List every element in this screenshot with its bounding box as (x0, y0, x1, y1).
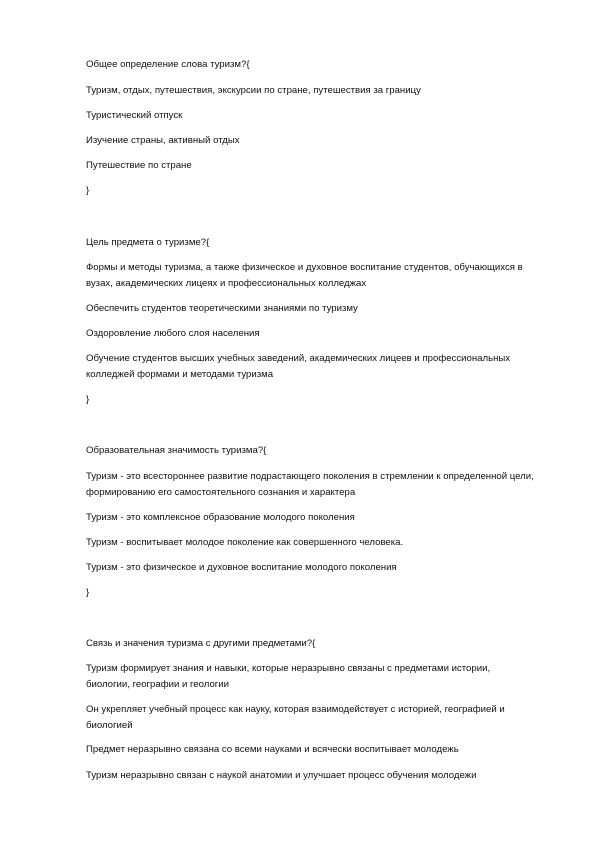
question-2-answer-4: Обучение студентов высших учебных заведений, академических лицеев и профессиональных колледжей формами и методами туризма (86, 353, 511, 380)
question-1-answer-2: Туристический отпуск (86, 110, 183, 121)
question-1-answer-1: Туризм, отдых, путешествия, экскурсии по стране, путешествия за границу (86, 85, 421, 96)
question-3-close: } (86, 587, 90, 598)
question-4-answer-1: Туризм формирует знания и навыки, которые неразрывно связаны с предметами истории, биологии, географии и геологии (86, 663, 491, 690)
question-4-title: Связь и значения туризма с другими предметами?{ (86, 638, 316, 649)
question-2-title: Цель предмета о туризме?{ (86, 237, 210, 248)
question-1-answer-3: Изучение страны, активный отдых (86, 135, 240, 146)
question-3-answer-2: Туризм - это комплексное образование молодого поколения (86, 512, 355, 523)
question-3-answer-4: Туризм - это физическое и духовное воспитание молодого поколения (86, 562, 397, 573)
question-2-close: } (86, 394, 90, 405)
question-2-answer-3: Оздоровление любого слоя населения (86, 328, 260, 339)
question-1-answer-4: Путешествие по стране (86, 160, 192, 171)
question-2-answer-2: Обеспечить студентов теоретическими знаниями по туризму (86, 303, 358, 314)
question-3-answer-1: Туризм - это всестороннее развитие подрастающего поколения в стремлении к определенной цели, формированию его самостоятельного сознания и характера (86, 471, 534, 498)
question-4-answer-3: Предмет неразрывно связана со всеми науками и всячески воспитывает молодежь (86, 744, 459, 755)
question-3-title: Образовательная значимость туризма?{ (86, 445, 267, 456)
question-1-close: } (86, 185, 90, 196)
question-3-answer-3: Туризм - воспитывает молодое поколение как совершенного человека. (86, 537, 404, 548)
question-4-answer-2: Он укрепляет учебный процесс как науку, которая взаимодействует с историей, географией и биологией (86, 704, 505, 731)
question-4-answer-4: Туризм неразрывно связан с наукой анатомии и улучшает процесс обучения молодежи (86, 770, 477, 781)
question-1-title: Общее определение слова туризм?{ (86, 59, 250, 70)
question-2-answer-1: Формы и методы туризма, а также физическое и духовное воспитание студентов, обучающихся в вузах, академических лицеях и профессиональных колледжах (86, 262, 523, 289)
